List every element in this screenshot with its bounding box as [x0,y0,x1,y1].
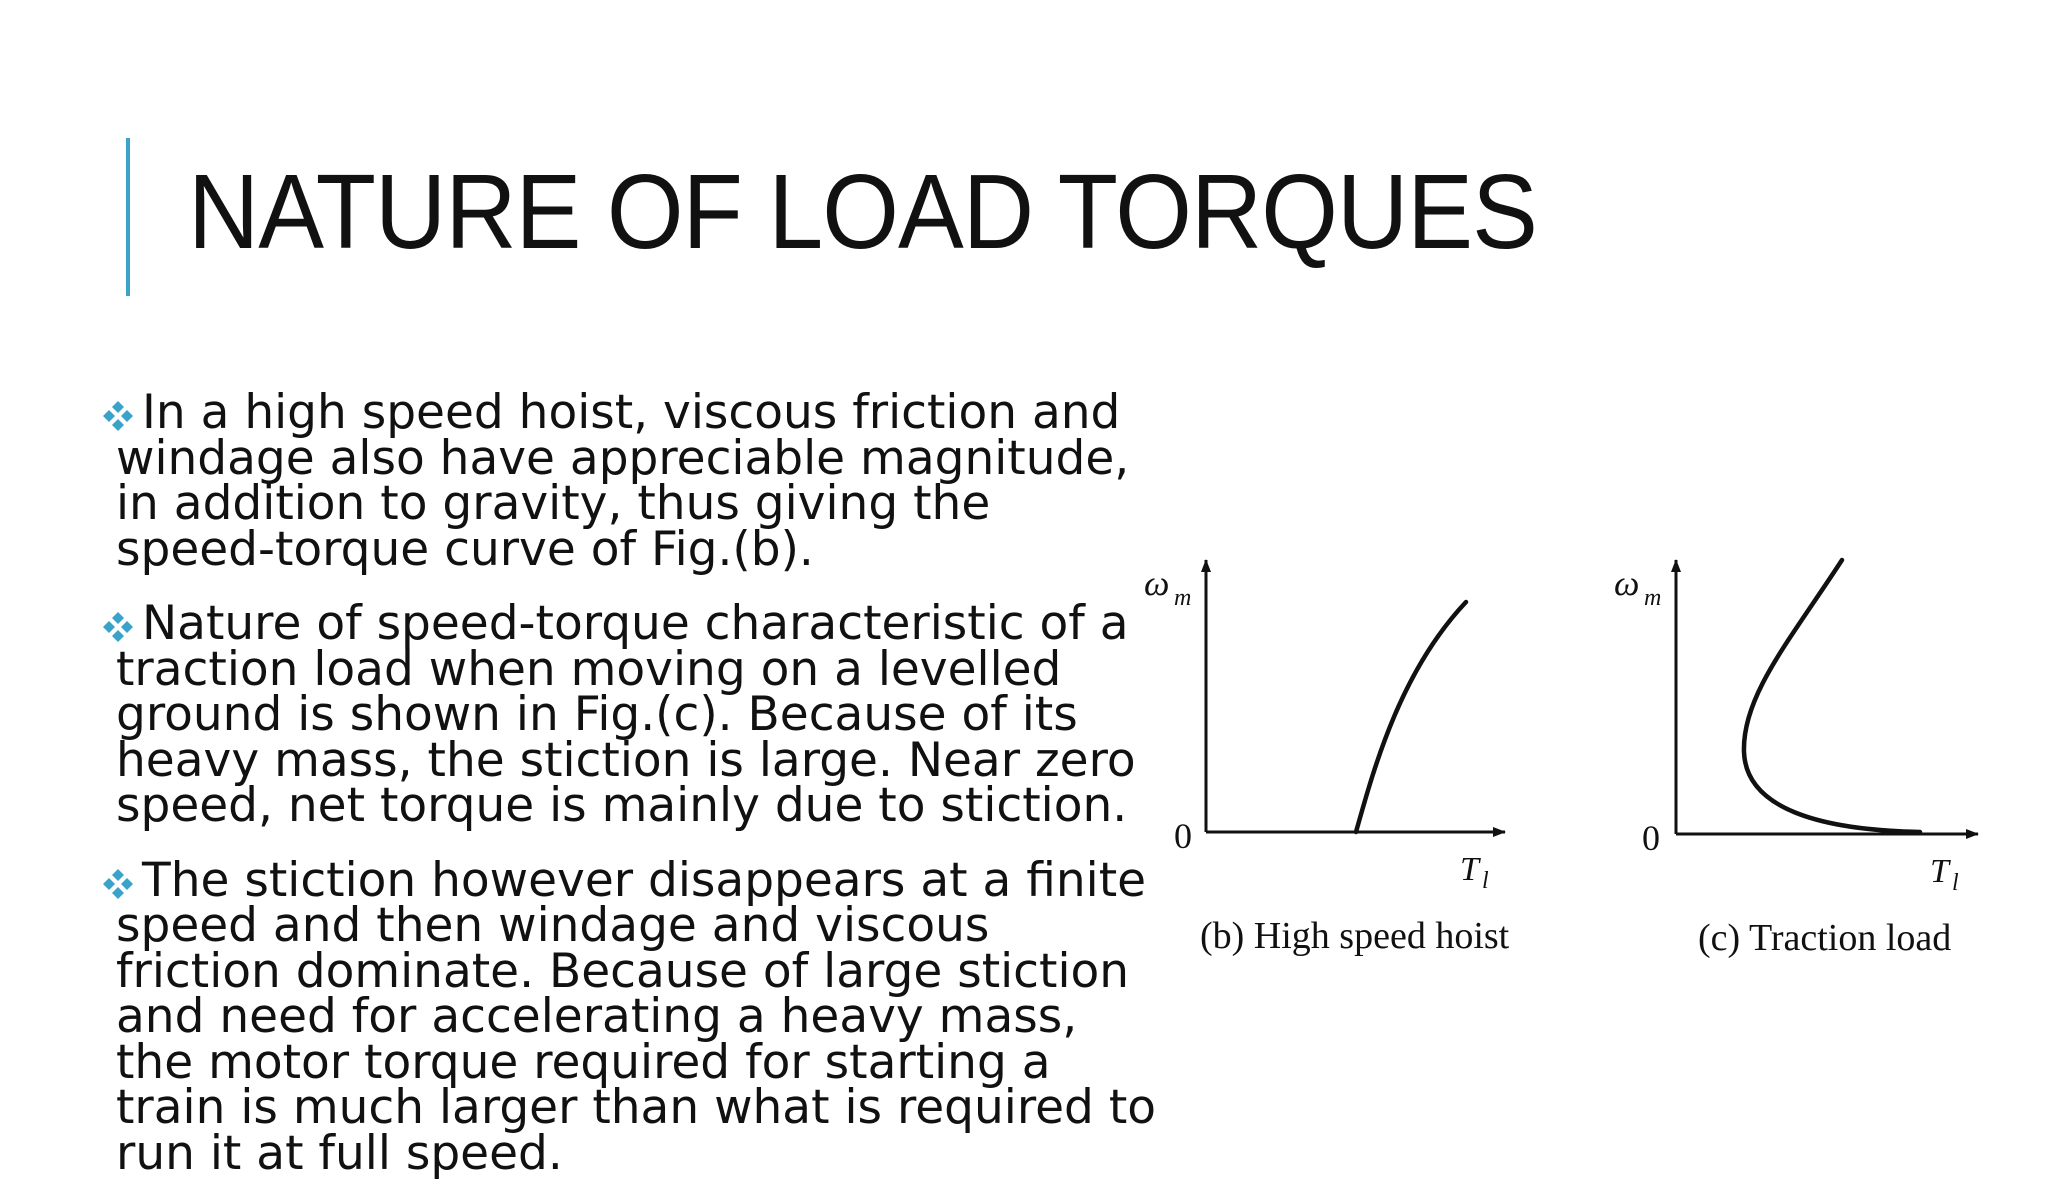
fig-b-x-label: T [1460,851,1479,888]
fig-c-curve [1744,560,1920,832]
fig-c-x-label-sub: l [1952,870,1959,896]
fig-c-y-label-sub: m [1644,585,1662,611]
fig-b-y-label: ω [1144,563,1170,603]
bullet-item [100,385,1160,577]
fig-c-y-label: ω [1614,563,1640,603]
fig-b-curve [1356,602,1466,832]
fig-b-caption: (b) High speed hoist [1200,915,1510,957]
fig-c-caption: (c) Traction load [1698,917,1952,959]
figures-panel [1130,540,2000,980]
bullet-list [100,385,1160,1181]
bullet-item [100,596,1160,833]
title-accent-bar [126,138,130,296]
bullet-item [100,852,1160,1181]
slide-title: NATURE OF LOAD TORQUES [188,153,1537,271]
four-diamond-icon [100,866,136,902]
bullet-text: The stiction however disappears at a finite speed and then windage and viscous friction dominate. Because of large stiction and need for accelerating a heavy mass, the motor torque required for starting a train is much larger than what is required to run it at full speed. [116,852,1157,1181]
fig-b-origin: 0 [1174,816,1192,856]
bullet-text: Nature of speed-torque characteristic of a traction load when moving on a levelled ground is shown in Fig.(c). Because of its heavy mass, the stiction is large. Near zero speed, net torque is mainly due to stiction. [116,596,1136,833]
fig-b-y-label-sub: m [1174,585,1192,611]
four-diamond-icon [100,398,136,434]
speed-torque-figures [1130,540,2000,980]
fig-b-x-label-sub: l [1482,868,1489,894]
fig-c-origin: 0 [1642,818,1660,858]
four-diamond-icon [100,609,136,645]
figure-b-high-speed-hoist [1144,560,1510,957]
figure-c-traction-load [1614,560,1978,959]
bullet-text: In a high speed hoist, viscous friction and windage also have appreciable magnitude, in addition to gravity, thus giving the speed-torque curve of Fig.(b). [116,385,1130,577]
fig-c-x-label: T [1930,853,1949,890]
